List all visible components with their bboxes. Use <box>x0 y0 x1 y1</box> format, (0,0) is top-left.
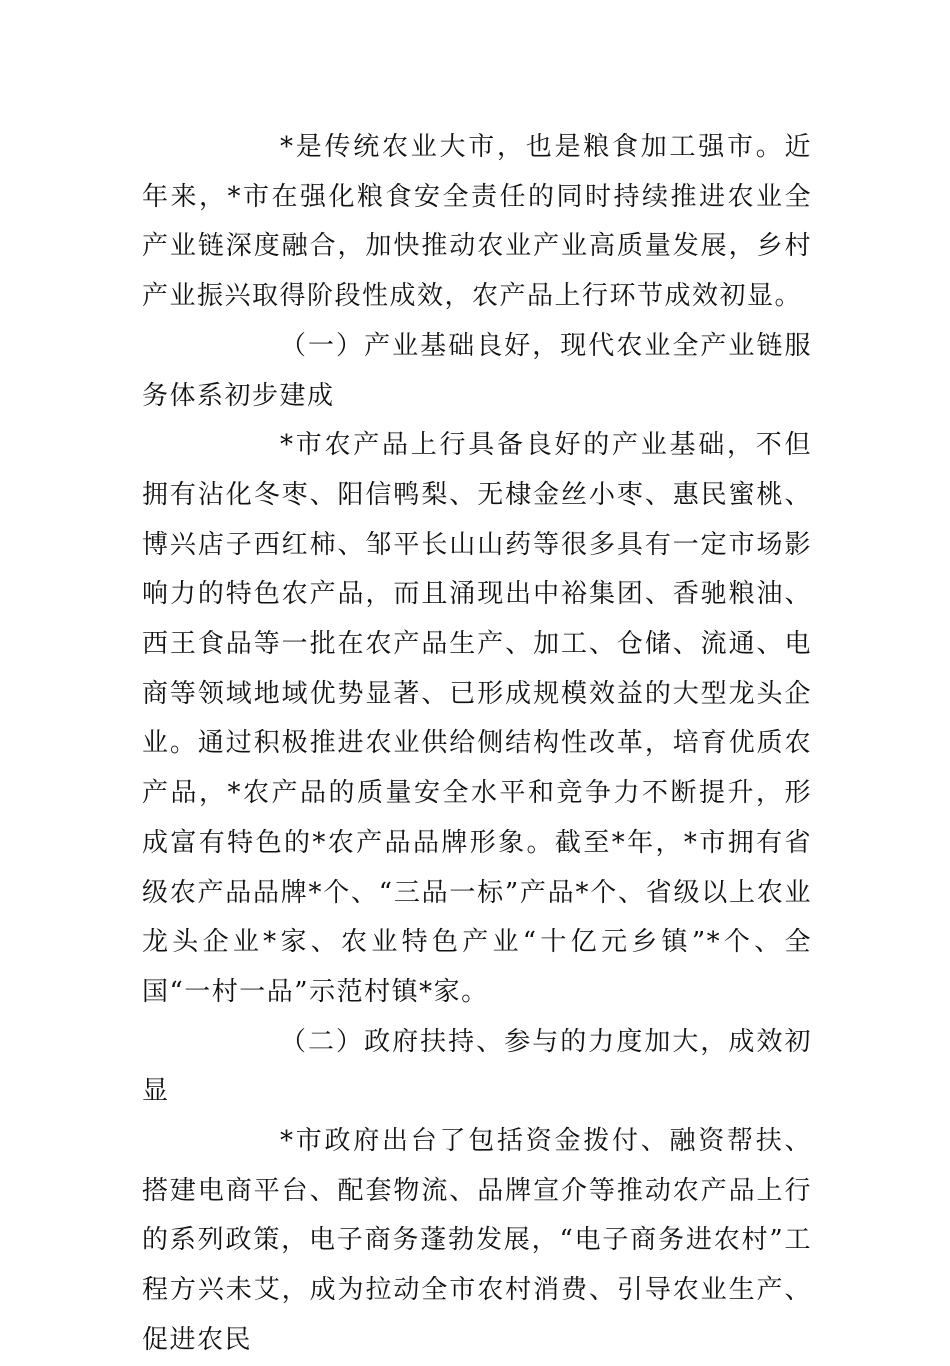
paragraph-industry-basis: *市农产品上行具备良好的产业基础，不但拥有沾化冬枣、阳信鸭梨、无棣金丝小枣、惠民蜜桃、博兴店子西红柿、邹平长山山药等很多具有一定市场影响力的特色农产品，而且涌现出中裕集团、香驰粮油、西王食品等一批在农产品生产、加工、仓储、流通、电商等领域地域优势显著、已形成规模效益的大型龙头企业。通过积极推进农业供给侧结构性改革，培育优质农产品，*农产品的质量安全水平和竞争力不断提升，形成富有特色的*农产品品牌形象。截至*年，*市拥有省级农产品品牌*个、“三品一标”产品*个、省级以上农业龙头企业*家、农业特色产业“十亿元乡镇”*个、全国“一村一品”示范村镇*家。 <box>142 430 812 1007</box>
section-heading-1: （一）产业基础良好，现代农业全产业链服务体系初步建成 <box>142 330 812 411</box>
section-heading-2: （二）政府扶持、参与的力度加大，成效初显 <box>142 1026 812 1107</box>
paragraph-intro: *是传统农业大市，也是粮食加工强市。近年来，*市在强化粮食安全责任的同时持续推进农业全产业链深度融合，加快推动农业产业高质量发展，乡村产业振兴取得阶段性成效，农产品上行环节成效初显。 <box>142 132 812 312</box>
document-body <box>142 123 812 1366</box>
paragraph-government-support: *市政府出台了包括资金拨付、融资帮扶、搭建电商平台、配套物流、品牌宣介等推动农产品上行的系列政策，电子商务蓬勃发展，“电子商务进农村”工程方兴未艾，成为拉动全市农村消费、引导农业生产、促进农民 <box>142 1126 812 1355</box>
